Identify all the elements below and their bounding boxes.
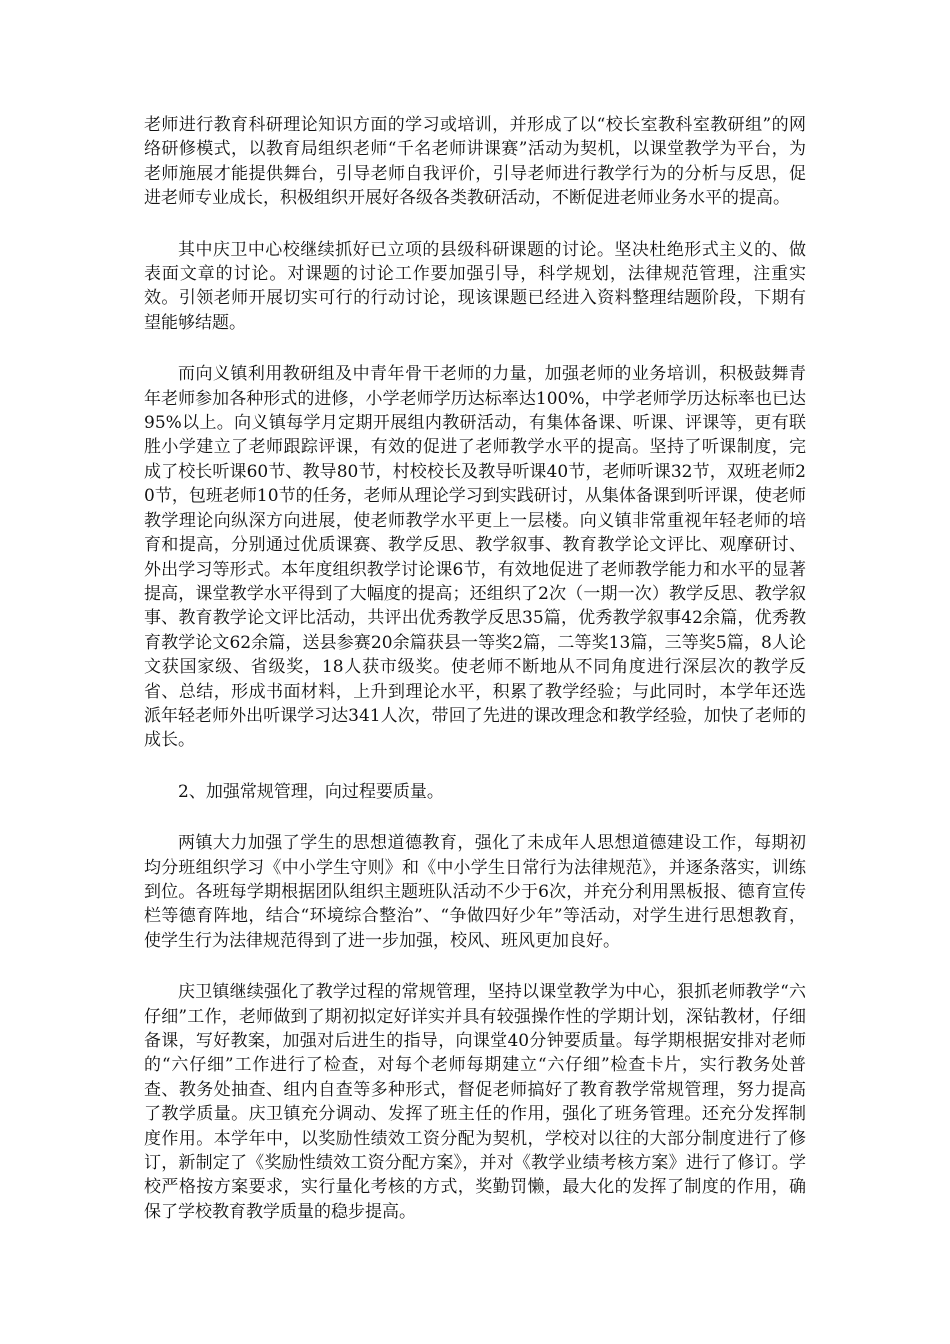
section-heading: 2、加强常规管理，向过程要质量。 — [178, 781, 444, 802]
paragraph-qingwei-management: 庆卫镇继续强化了教学过程的常规管理，坚持以课堂教学为中心，狠抓老师教学“六仔细”工作，老师做到了期初拟定好详实并具有较强操作性的学期计划，深钻教材，仔细备课，写好教案，加强对后进生的指导，向课堂40分钟要质量。每学期根据安排对老师的“六仔细”工作进行了检查，对每个老师每期建立“六仔细”检查卡片，实行教务处普查、教务处抽查、组内自查等多种形式，督促老师搞好了教育教学常规管理，努力提高了教学质量。庆卫镇充分调动、发挥了班主任的作用，强化了班务管理。还充分发挥制度作用。本学年中，以奖励性绩效工资分配为契机，学校对以往的大部分制度进行了修订，新制定了《奖励性绩效工资分配方案》，并对《教学业绩考核方案》进行了修订。学校严格按方案要求，实行量化考核的方式，奖勤罚懒，最大化的发挥了制度的作用，确保了学校教育教学质量的稳步提高。 — [144, 982, 806, 1222]
paragraph-research-topic: 其中庆卫中心校继续抓好已立项的县级科研课题的讨论。坚决杜绝形式主义的、做表面文章的讨论。对课题的讨论工作要加强引导，科学规划，法律规范管理，注重实效。引领老师开展切实可行的行动讨论，现该课题已经进入资料整理结题阶段，下期有望能够结题。 — [144, 239, 806, 333]
paragraph-moral-education: 两镇大力加强了学生的思想道德教育，强化了未成年人思想道德建设工作，每期初均分班组织学习《中小学生守则》和《中小学生日常行为法律规范》，并逐条落实，训练到位。各班每学期根据团队组织主题班队活动不少于6次，并充分利用黑板报、德育宣传栏等德育阵地，结合“环境综合整治”、“争做四好少年”等活动，对学生进行思想教育，使学生行为法律规范得到了进一步加强，校风、班风更加良好。 — [144, 833, 806, 951]
paragraph-xiangyi-training: 而向义镇利用教研组及中青年骨干老师的力量，加强老师的业务培训，积极鼓舞青年老师参加各种形式的进修，小学老师学历达标率达100%，中学老师学历达标率也已达95%以上。向义镇每学月定期开展组内教研活动，有集体备课、听课、评课等，更有联胜小学建立了老师跟踪评课，有效的促进了老师教学水平的提高。坚持了听课制度，完成了校长听课60节、教导80节，村校校长及教导听课40节，老师听课32节，双班老师20节，包班老师10节的任务，老师从理论学习到实践研讨，从集体备课到听评课，使老师教学理论向纵深方向进展，使老师教学水平更上一层楼。向义镇非常重视年轻老师的培育和提高，分别通过优质课赛、教学反思、教学叙事、教育教学论文评比、观摩研讨、外出学习等形式。本年度组织教学讨论课6节，有效地促进了老师教学能力和水平的显著提高，课堂教学水平得到了大幅度的提高；还组织了2次（一期一次）教学反思、教学叙事、教育教学论文评比活动，共评出优秀教学反思35篇，优秀教学叙事42余篇，优秀教育教学论文62余篇，送县参赛20余篇获县一等奖2篇，二等奖13篇，三等奖5篇，8人论文获国家级、省级奖，18人获市级奖。使老师不断地从不同角度进行深层次的教学反省、总结，形成书面材料，上升到理论水平，积累了教学经验；与此同时，本学年还选派年轻老师外出听课学习达341人次，带回了先进的课改理念和教学经验，加快了老师的成长。 — [144, 364, 806, 751]
paragraph-continuation: 老师进行教育科研理论知识方面的学习或培训，并形成了以“校长室教科室教研组”的网络研修模式，以教育局组织老师“千名老师讲课赛”活动为契机，以课堂教学为平台，为老师施展才能提供舞台，引导老师自我评价，引导老师进行教学行为的分析与反思，促进老师专业成长，积极组织开展好各级各类教研活动，不断促进老师业务水平的提高。 — [144, 115, 806, 209]
document-body — [144, 113, 806, 1251]
